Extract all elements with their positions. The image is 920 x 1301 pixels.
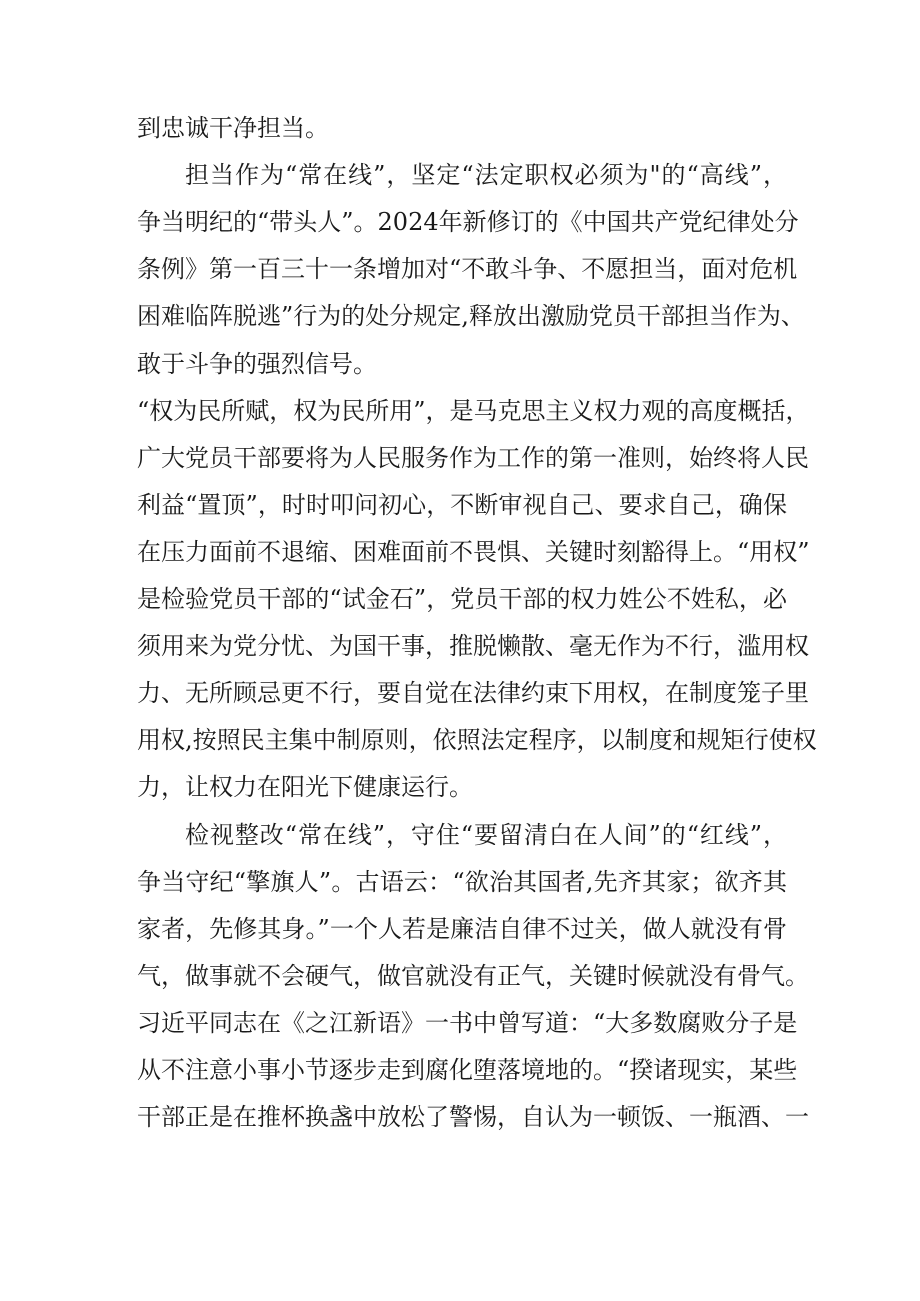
text-line: 力，让权力在阳光下健康运行。 <box>137 773 473 801</box>
text-line: 是检验党员干部的“试金石”，党员干部的权力姓公不姓私，必 <box>137 585 787 613</box>
text-line: 条例》第一百三十一条增加对“不敢斗争、不愿担当，面对危机 <box>137 255 798 283</box>
text-line: 争当明纪的“带头人”。2024年新修订的《中国共产党纪律处分 <box>137 208 799 236</box>
text-line: 须用来为党分忧、为国干事，推脱懒散、毫无作为不行，滥用权 <box>137 632 809 660</box>
text-line: 敢于斗争的强烈信号。 <box>137 350 377 378</box>
text-line: 到忠诚干净担当。 <box>137 114 329 142</box>
text-line: 力、无所顾忌更不行，要自觉在法律约束下用权，在制度笼子里 <box>137 679 809 707</box>
text-line: 从不注意小事小节逐步走到腐化堕落境地的。“揆诸现实，某些 <box>137 1056 798 1084</box>
text-line: 利益“置顶”，时时叩问初心，不断审视自己、要求自己，确保 <box>137 491 787 519</box>
text-line: 困难临阵脱逃”行为的处分规定,释放出激励党员干部担当作为、 <box>137 302 805 330</box>
text-line: 广大党员干部要将为人民服务作为工作的第一准则，始终将人民 <box>137 444 809 472</box>
text-line: 习近平同志在《之江新语》一书中曾写道：“大多数腐败分子是 <box>137 1009 798 1037</box>
text-line: 担当作为“常在线”，坚定“法定职权必须为"的“高线”， <box>185 161 787 189</box>
text-line: 家者，先修其身。”一个人若是廉洁自律不过关，做人就没有骨 <box>137 915 787 943</box>
text-line: 在压力面前不退缩、困难面前不畏惧、关键时刻豁得上。“用权” <box>137 538 810 566</box>
text-line: 争当守纪“擎旗人”。古语云：“欲治其国者,先齐其家；欲齐其 <box>137 868 787 896</box>
text-line: 气，做事就不会硬气，做官就没有正气，关键时候就没有骨气。 <box>137 962 809 990</box>
text-line: 用权,按照民主集中制原则，依照法定程序，以制度和规矩行使权 <box>137 726 817 754</box>
text-line: 检视整改“常在线”，守住“要留清白在人间”的“红线”， <box>185 821 787 849</box>
text-line: 干部正是在推杯换盏中放松了警惕，自认为一顿饭、一瓶酒、一 <box>137 1103 809 1131</box>
text-line: “权为民所赋，权为民所用”，是马克思主义权力观的高度概括， <box>137 397 810 425</box>
